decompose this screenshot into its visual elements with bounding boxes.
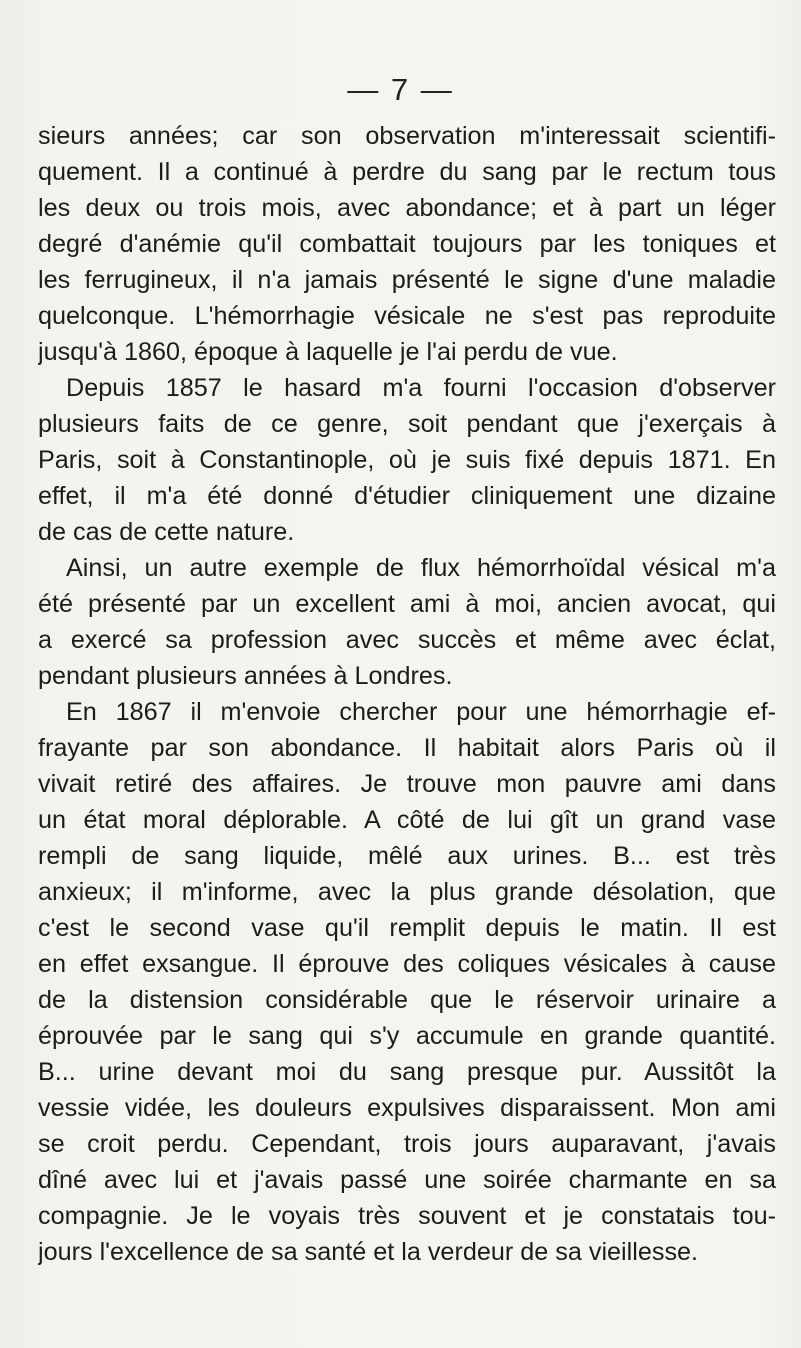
text-line: été présenté par un excellent ami à moi, ancien avocat, qui <box>38 590 776 618</box>
text-line: a exercé sa profession avec succès et même avec éclat, <box>38 626 776 654</box>
text-line: les ferrugineux, il n'a jamais présenté le signe d'une maladie <box>38 266 776 294</box>
text-line: sieurs années; car son observation m'interessait scientifi- <box>38 122 776 150</box>
text-line: c'est le second vase qu'il remplit depuis le matin. Il est <box>38 914 776 942</box>
text-line: plusieurs faits de ce genre, soit pendant que j'exerçais à <box>38 410 776 438</box>
text-line: jusqu'à 1860, époque à laquelle je l'ai perdu de vue. <box>38 338 618 366</box>
text-line: quement. Il a continué à perdre du sang par le rectum tous <box>38 158 776 186</box>
page-number: — 7 — <box>347 72 454 107</box>
text-line: frayante par son abondance. Il habitait alors Paris où il <box>38 734 776 762</box>
text-line: de la distension considérable que le réservoir urinaire a <box>38 986 776 1014</box>
text-line: compagnie. Je le voyais très souvent et je constatais tou- <box>38 1202 776 1230</box>
text-line: pendant plusieurs années à Londres. <box>38 662 453 690</box>
text-line: anxieux; il m'informe, avec la plus grande désolation, que <box>38 878 776 906</box>
text-line: B... urine devant moi du sang presque pur. Aussitôt la <box>38 1058 776 1086</box>
text-line: en effet exsangue. Il éprouve des coliques vésicales à cause <box>38 950 776 978</box>
text-line: se croit perdu. Cependant, trois jours auparavant, j'avais <box>38 1130 776 1158</box>
text-line: degré d'anémie qu'il combattait toujours par les toniques et <box>38 230 776 258</box>
text-line: vivait retiré des affaires. Je trouve mon pauvre ami dans <box>38 770 776 798</box>
text-line: En 1867 il m'envoie chercher pour une hémorrhagie ef- <box>66 698 776 726</box>
text-line: vessie vidée, les douleurs expulsives disparaissent. Mon ami <box>38 1094 776 1122</box>
text-line: rempli de sang liquide, mêlé aux urines. B... est très <box>38 842 776 870</box>
text-line: un état moral déplorable. A côté de lui gît un grand vase <box>38 806 776 834</box>
text-line: jours l'excellence de sa santé et la verdeur de sa vieillesse. <box>38 1238 699 1266</box>
text-line: les deux ou trois mois, avec abondance; et à part un léger <box>38 194 776 222</box>
text-line: effet, il m'a été donné d'étudier cliniquement une dizaine <box>38 482 776 510</box>
text-line: quelconque. L'hémorrhagie vésicale ne s'est pas reproduite <box>38 302 776 330</box>
text-line: dîné avec lui et j'avais passé une soirée charmante en sa <box>38 1166 776 1194</box>
text-line: éprouvée par le sang qui s'y accumule en grande quantité. <box>38 1022 776 1050</box>
body-text <box>38 118 776 1270</box>
text-line: Paris, soit à Constantinople, où je suis fixé depuis 1871. En <box>38 446 776 474</box>
text-line: de cas de cette nature. <box>38 518 295 546</box>
text-line: Ainsi, un autre exemple de flux hémorrhoïdal vésical m'a <box>66 554 776 582</box>
text-line: Depuis 1857 le hasard m'a fourni l'occasion d'observer <box>66 374 776 402</box>
